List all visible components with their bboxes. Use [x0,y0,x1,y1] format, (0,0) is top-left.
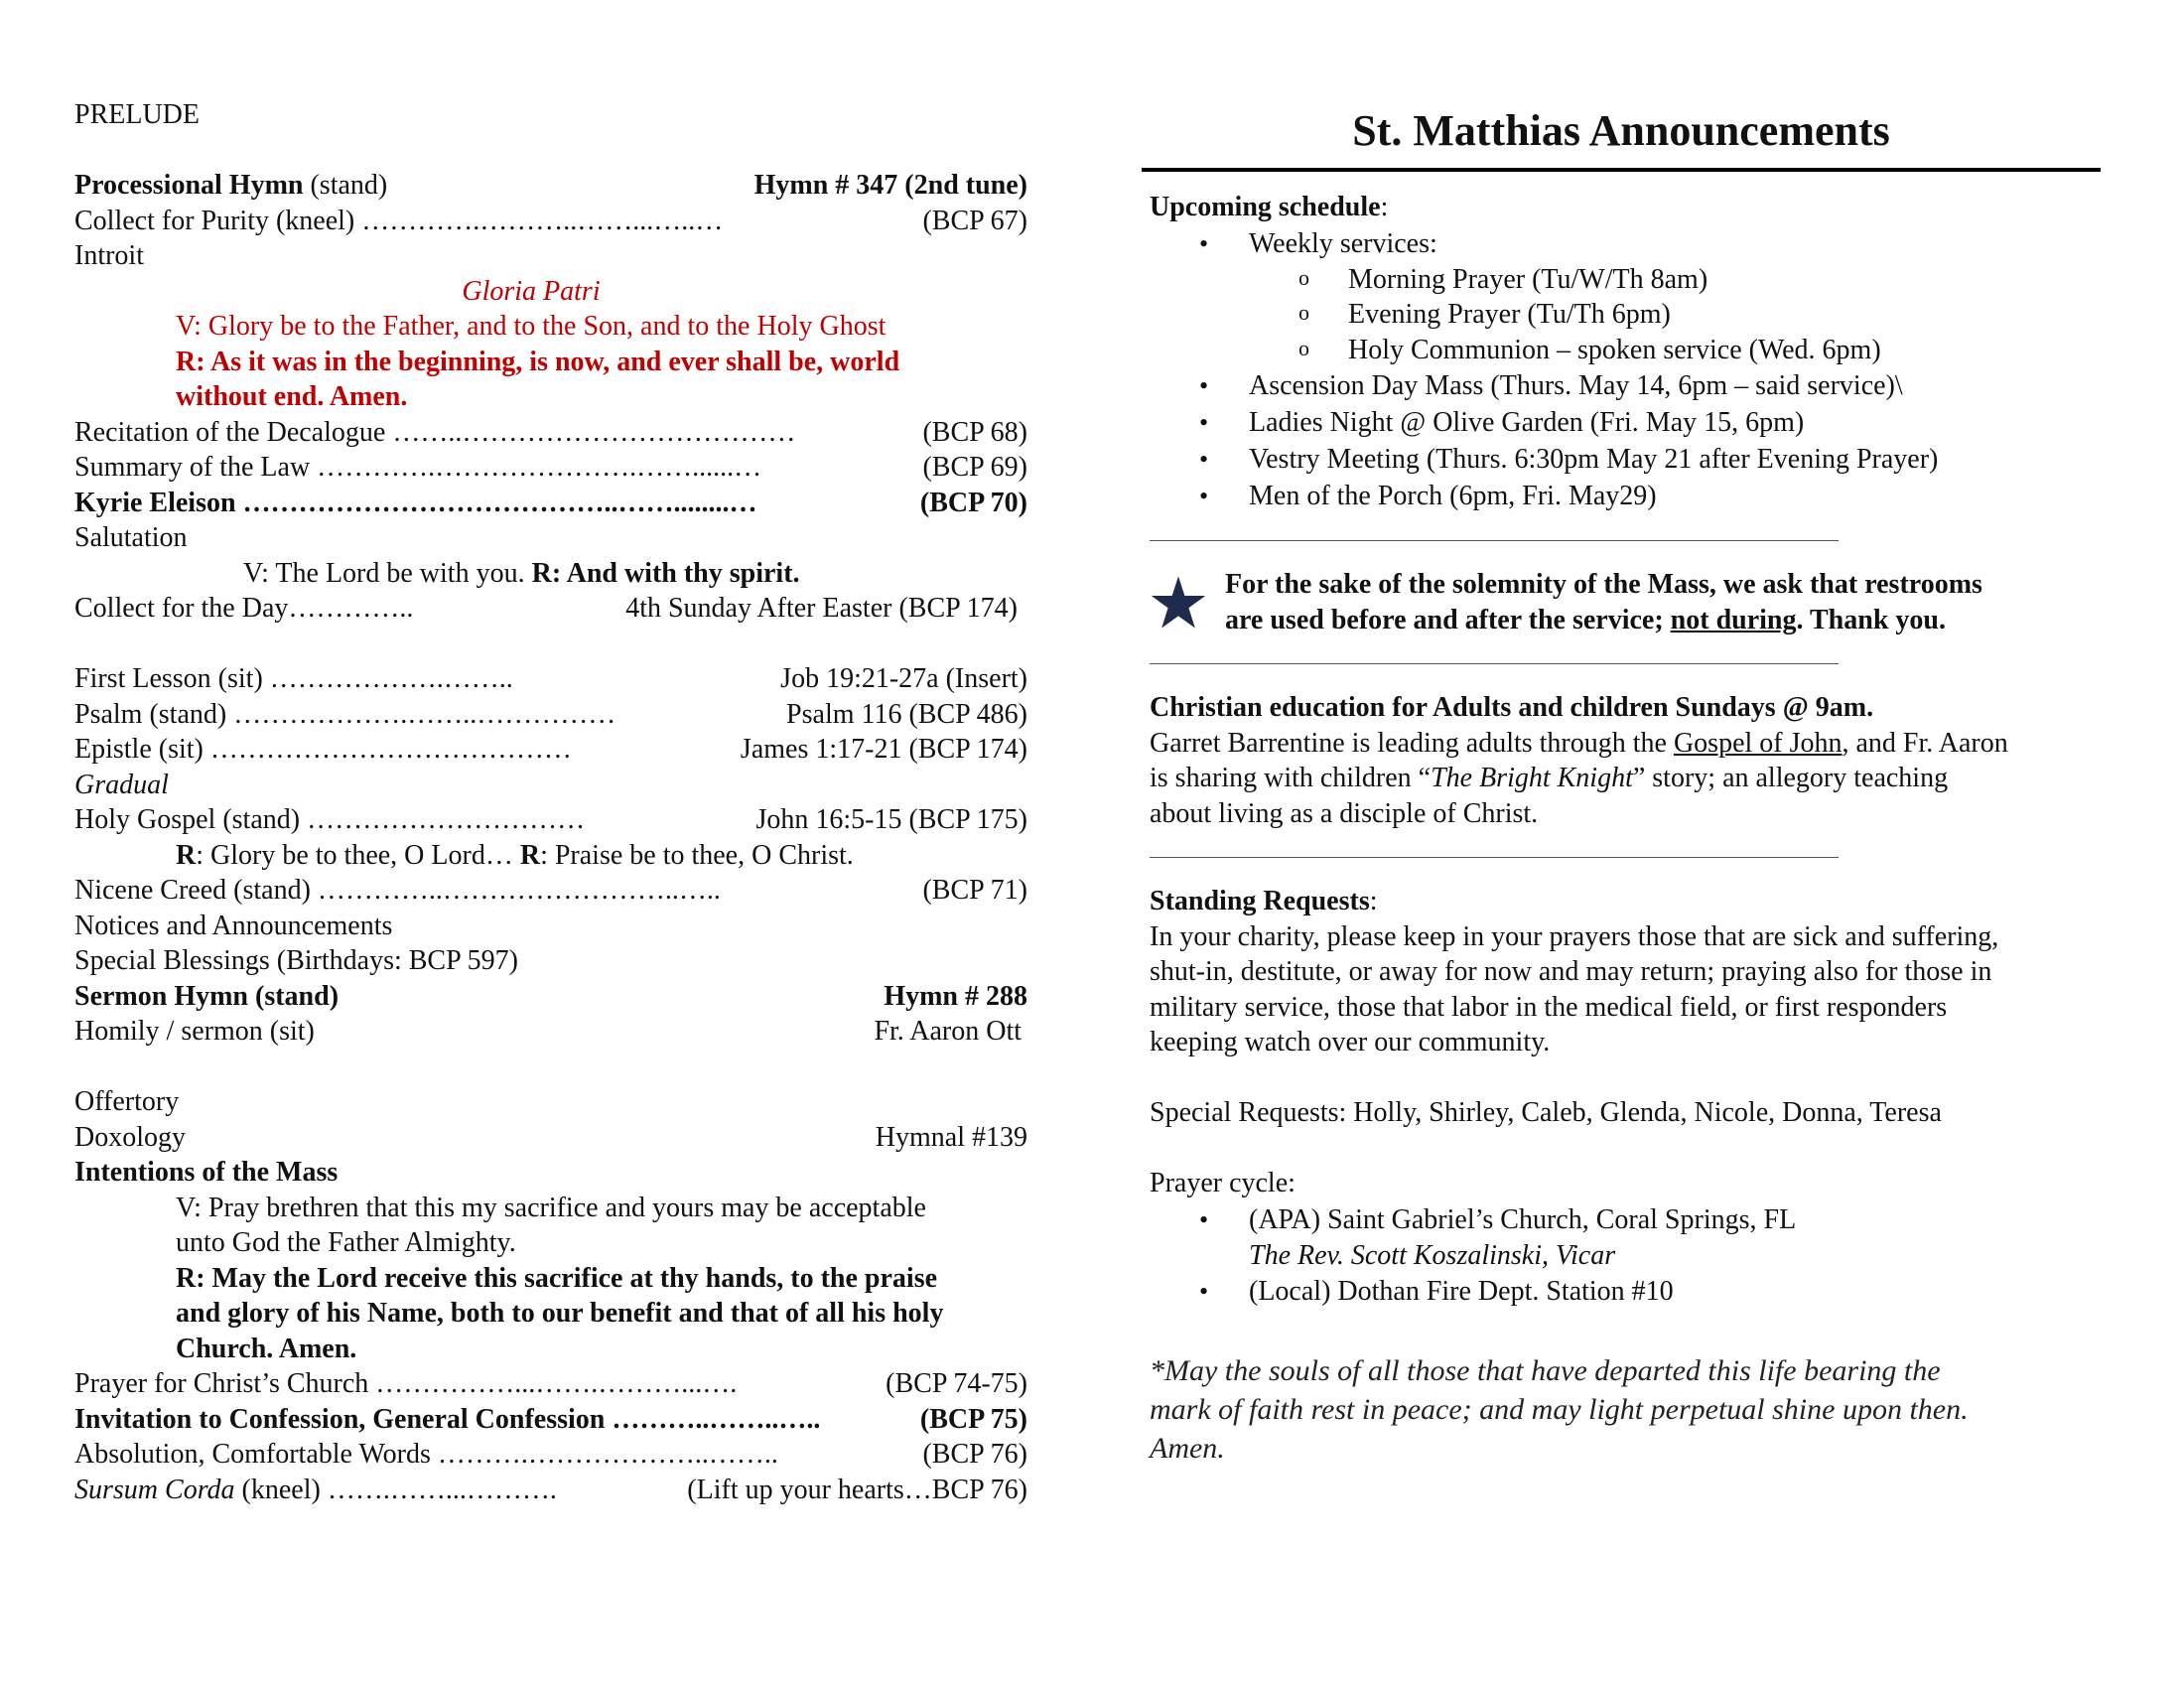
collect-day-label: Collect for the Day………….. [74,593,414,624]
standing-colon: : [1369,886,1378,916]
list-item: o Holy Communion – spoken service (Wed. 6pm) [1249,333,2103,368]
prayer-cycle-label: Prayer cycle: [1150,1168,1296,1198]
epistle-row [74,732,1027,768]
restroom-line-2a: are used before and after the service; [1225,604,1671,635]
homily-row [74,1014,1027,1050]
salutation: Salutation [74,522,188,553]
gospel-ref: John 16:5-15 (BCP 175) [755,804,1027,835]
nicene-row [74,873,1027,909]
star-icon [1150,574,1207,632]
nicene-ref: (BCP 71) [922,875,1027,906]
list-item: • Vestry Meeting (Thurs. 6:30pm May 21 after Evening Prayer) [1150,441,2103,478]
doxology-label: Doxology [74,1121,186,1153]
psalm-ref: Psalm 116 (BCP 486) [786,698,1027,730]
sursum-ref: (Lift up your hearts…BCP 76) [687,1474,1027,1505]
list-item [1150,225,2103,368]
sermon-hymn-row [74,979,1027,1015]
intentions-v1: V: Pray brethren that this my sacrifice and yours may be acceptable [176,1192,926,1223]
summary-row [74,450,1027,486]
intentions-r3: Church. Amen. [176,1333,357,1364]
gospel-r1-text: : Glory be to thee, O Lord… [196,839,520,871]
introit: Introit [74,240,144,271]
schedule-list [1150,225,2103,515]
education-line-2 [1150,761,2103,796]
standing-line-3: military service, those that labor in the medical field, or first responders [1150,991,1948,1023]
upcoming-heading [1150,190,2103,225]
first-lesson-ref: Job 19:21-27a (Insert) [780,663,1027,694]
first-lesson-row [74,661,1027,697]
order-of-service [74,97,1027,1507]
intentions-r2: and glory of his Name, both to our benefit and that of all his holy [176,1298,944,1329]
kyrie-ref: (BCP 70) [919,487,1027,518]
decalogue-row [74,415,1027,451]
gospel-responses [74,838,1027,874]
announcements [1150,97,2103,1468]
gospel-label: Holy Gospel (stand) ………………………… [74,804,586,835]
list-item [1150,1201,2103,1274]
cycle-1-vicar: The Rev. Scott Koszalinski, Vicar [1249,1239,1616,1271]
intentions-v2: unto God the Father Almighty. [176,1227,516,1258]
education-line-3: about living as a disciple of Christ. [1150,797,1539,829]
education-line-1 [1150,726,2103,762]
sermon-hymn-label: Sermon Hymn (stand) [74,980,340,1012]
salutation-response: R: And with thy spirit. [531,557,800,589]
title-divider [1142,168,2101,172]
standing-requests [1150,884,2103,1310]
restroom-line-2c: . Thank you. [1796,604,1946,635]
intentions-title: Intentions of the Mass [74,1157,339,1188]
gospel-r1-marker: R [176,839,197,871]
standing-line-2: shut-in, destitute, or away for now and may return; praying also for those in [1150,956,1992,987]
education-2c: ” story; an allegory teaching [1632,763,1949,793]
gospel-r2-marker: R [519,839,541,871]
first-lesson-label: First Lesson (sit) ……………….…….. [74,663,513,694]
divider [1150,663,1839,664]
list-item: o Evening Prayer (Tu/Th 6pm) [1249,297,2103,333]
processional-note: (stand) [303,170,388,201]
gloria-title: Gloria Patri [462,275,601,307]
prayer-cycle-list [1150,1201,2103,1311]
collect-purity-label: Collect for Purity (kneel) ………….………..……...…..… [74,205,724,236]
education-1a: Garret Barrentine is leading adults through the [1150,727,1674,759]
absolution-ref: (BCP 76) [922,1439,1027,1470]
special-blessings: Special Blessings (Birthdays: BCP 597) [74,945,518,976]
salutation-lines [74,556,1027,592]
epistle-label: Epistle (sit) ………………………………… [74,734,572,765]
summary-ref: (BCP 69) [922,452,1027,483]
prelude: PRELUDE [74,99,200,130]
gloria-response-2: without end. Amen. [176,381,408,412]
restroom-text [1225,567,1982,637]
processional-label: Processional Hymn [74,170,304,201]
offertory: Offertory [74,1086,180,1117]
doxology-row [74,1120,1027,1156]
decalogue-label: Recitation of the Decalogue ……..……………………………… [74,416,796,448]
special-requests: Special Requests: Holly, Shirley, Caleb, Glenda, Nicole, Donna, Teresa [1150,1097,1942,1128]
sursum-label: (kneel) …….……...………. [234,1474,557,1505]
standing-heading [1150,884,2103,919]
restroom-line-1: For the sake of the solemnity of the Mass, we ask that restrooms [1225,569,1982,600]
invitation-row [74,1402,1027,1438]
absolution-row [74,1437,1027,1473]
prayer-church-ref: (BCP 74-75) [886,1368,1027,1399]
collect-purity-row [74,204,1027,239]
closing-line-3: Amen. [1150,1432,1225,1465]
weekly-services-label: Weekly services: [1249,227,1437,259]
prayer-church-row [74,1366,1027,1402]
list-item: • (Local) Dothan Fire Dept. Station #10 [1150,1273,2103,1310]
prayer-church-label: Prayer for Christ’s Church ……………...…….………...…. [74,1368,738,1399]
gospel-row [74,802,1027,838]
sursum-row [74,1473,1027,1508]
intentions-r1: R: May the Lord receive this sacrifice at thy hands, to the praise [176,1262,938,1294]
upcoming-label: Upcoming schedule [1150,192,1381,222]
standing-line-4: keeping watch over our community. [1150,1027,1551,1057]
homily-preacher: Fr. Aaron Ott [874,1016,1022,1047]
cycle-1: • (APA) Saint Gabriel’s Church, Coral Springs, FL [1249,1203,1797,1235]
gradual: Gradual [74,769,169,800]
salutation-versicle: V: The Lord be with you. [243,557,532,589]
closing-line-1: *May the souls of all those that have departed this life bearing the [1150,1354,1941,1387]
bright-knight: The Bright Knight [1431,763,1633,793]
kyrie-label: Kyrie Eleison …………………………………..……........… [74,487,757,518]
announcements-title: St. Matthias Announcements [1352,106,1890,155]
list-item: • Men of the Porch (6pm, Fri. May29) [1150,478,2103,514]
upcoming-colon: : [1380,192,1389,222]
standing-label: Standing Requests [1150,886,1370,916]
invitation-ref: (BCP 75) [919,1403,1027,1435]
collect-day-ref: 4th Sunday After Easter (BCP 174) [625,593,1018,624]
collect-purity-ref: (BCP 67) [922,205,1027,236]
restroom-not-during: not during [1670,604,1797,635]
psalm-label: Psalm (stand) ……………….……..…………… [74,698,616,730]
weekly-services-list [1249,262,2103,368]
kyrie-row [74,486,1027,521]
divider [1150,857,1839,858]
gospel-of-john: Gospel of John [1673,727,1843,759]
list-item: • Ladies Night @ Olive Garden (Fri. May 15, 6pm) [1150,404,2103,441]
gloria-response-1: R: As it was in the beginning, is now, and ever shall be, world [176,346,900,377]
sermon-hymn-number: Hymn # 288 [884,980,1027,1012]
processional-hymn: Hymn # 347 (2nd tune) [753,170,1027,201]
closing-line-2: mark of faith rest in peace; and may light perpetual shine upon then. [1150,1393,1969,1426]
restroom-notice [1150,567,2103,637]
gloria-versicle: V: Glory be to the Father, and to the Son, and to the Holy Ghost [176,311,887,342]
list-item: • Ascension Day Mass (Thurs. May 14, 6pm – said service)\ [1150,367,2103,404]
standing-line-1: In your charity, please keep in your prayers those that are sick and suffering, [1150,920,1999,952]
education-title: Christian education for Adults and children Sundays @ 9am. [1150,692,1874,723]
education-1c: , and Fr. Aaron [1842,727,2008,759]
psalm-row [74,697,1027,733]
summary-label: Summary of the Law ………….………………….……......… [74,452,762,483]
gospel-r2-text: : Praise be to thee, O Christ. [540,839,854,871]
sursum-italic: Sursum Corda [74,1474,235,1505]
homily-label: Homily / sermon (sit) [74,1016,315,1047]
list-item: o Morning Prayer (Tu/W/Th 8am) [1249,262,2103,298]
education-section [1150,690,2103,831]
decalogue-ref: (BCP 68) [922,416,1027,448]
collect-day-row [74,591,1027,627]
education-2a: is sharing with children “ [1150,763,1432,793]
doxology-ref: Hymnal #139 [875,1121,1027,1153]
notices: Notices and Announcements [74,910,393,941]
restroom-line-2 [1225,603,1982,638]
absolution-label: Absolution, Comfortable Words ……….………………..…….. [74,1439,778,1470]
closing-prayer [1150,1351,2103,1468]
invitation-label: Invitation to Confession, General Confession ………..……..….. [74,1403,821,1435]
epistle-ref: James 1:17-21 (BCP 174) [740,734,1027,765]
divider [1150,540,1839,541]
processional-row [74,168,1027,204]
nicene-label: Nicene Creed (stand) …………..……………………..….. [74,875,721,906]
